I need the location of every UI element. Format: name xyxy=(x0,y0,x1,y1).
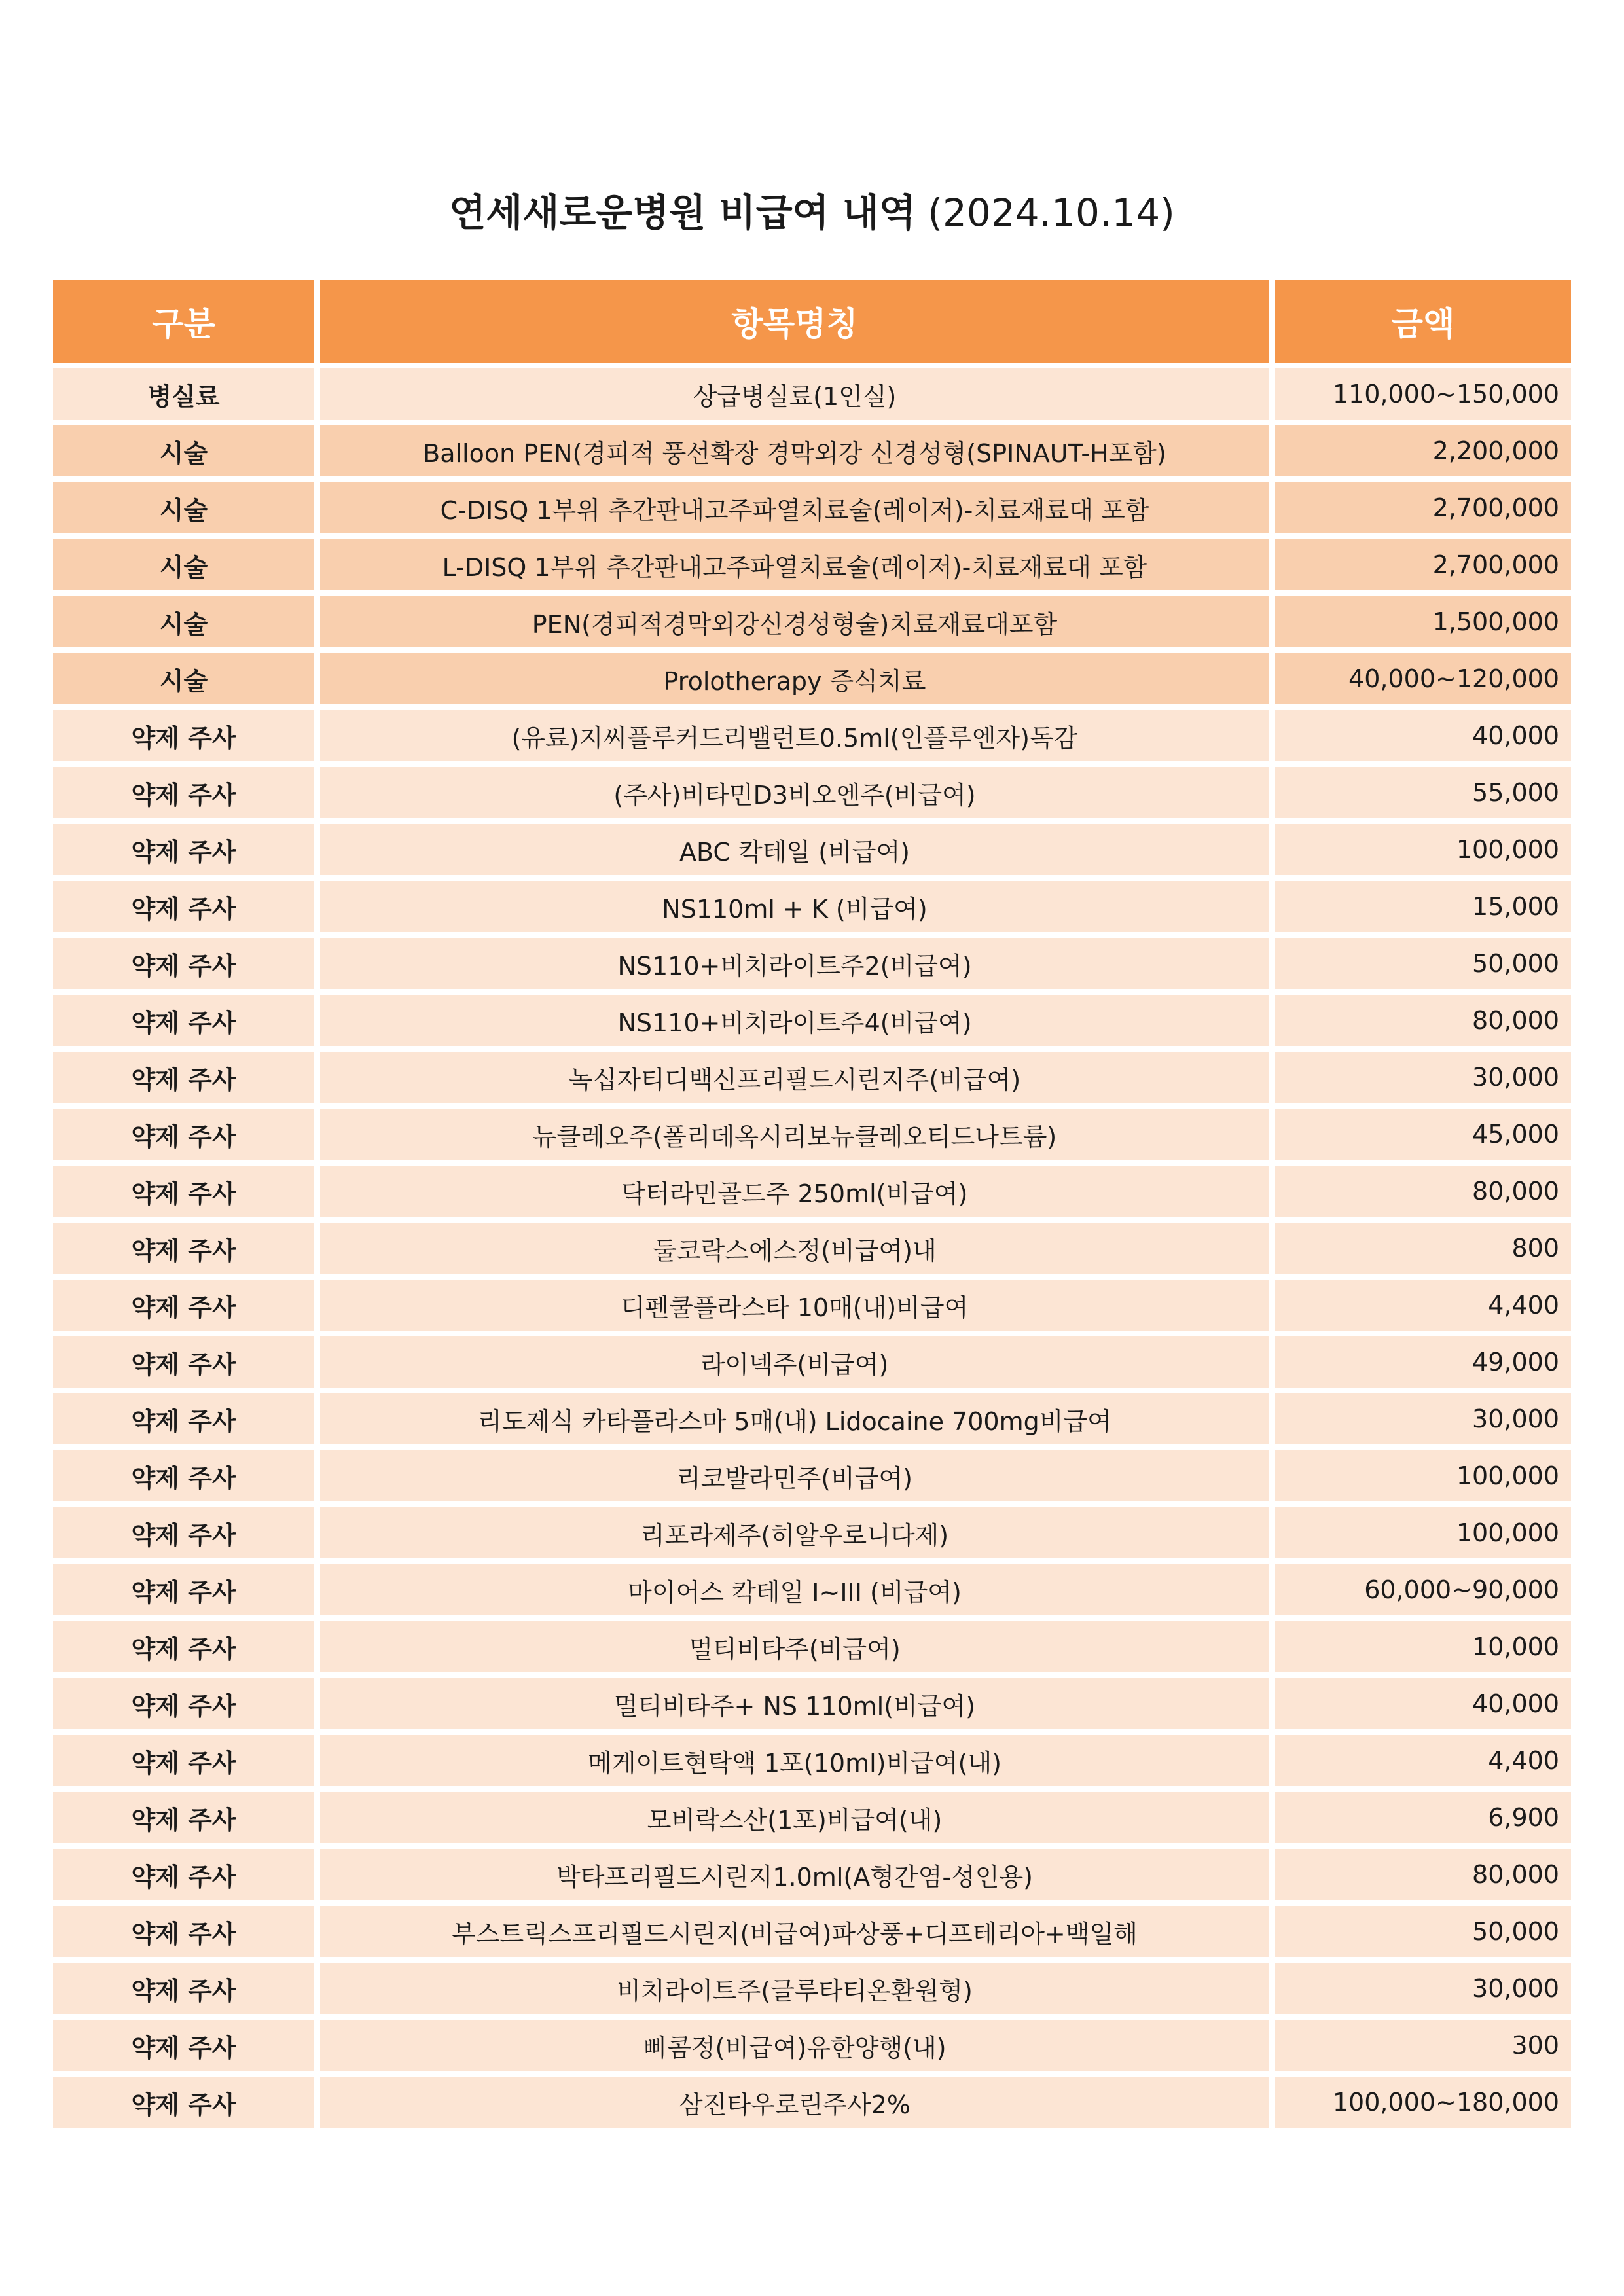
item-name-cell: (주사)비타민D3비오엔주(비급여) xyxy=(320,767,1269,818)
price-cell: 100,000 xyxy=(1275,1450,1571,1501)
table-row xyxy=(53,1052,1571,1103)
table-row xyxy=(53,1564,1571,1615)
price-cell: 30,000 xyxy=(1275,1963,1571,2014)
item-name-cell: 삐콤정(비급여)유한양행(내) xyxy=(320,2020,1269,2071)
price-cell: 10,000 xyxy=(1275,1621,1571,1672)
table-row xyxy=(53,539,1571,590)
price-cell: 1,500,000 xyxy=(1275,596,1571,647)
price-cell: 4,400 xyxy=(1275,1735,1571,1786)
price-cell: 40,000~120,000 xyxy=(1275,653,1571,704)
item-name-cell: 메게이트현탁액 1포(10ml)비급여(내) xyxy=(320,1735,1269,1786)
item-name-cell: Prolotherapy 증식치료 xyxy=(320,653,1269,704)
price-cell: 80,000 xyxy=(1275,995,1571,1046)
price-cell: 2,200,000 xyxy=(1275,425,1571,476)
price-cell: 49,000 xyxy=(1275,1336,1571,1388)
item-name-cell: NS110+비치라이트주2(비급여) xyxy=(320,938,1269,989)
table-row xyxy=(53,1678,1571,1729)
table-row xyxy=(53,1906,1571,1957)
table-row xyxy=(53,653,1571,704)
price-cell: 55,000 xyxy=(1275,767,1571,818)
item-name-cell: 비치라이트주(글루타티온환원형) xyxy=(320,1963,1269,2014)
table-row xyxy=(53,1393,1571,1444)
item-name-cell: 삼진타우로린주사2% xyxy=(320,2077,1269,2128)
category-cell: 약제 주사 xyxy=(53,1735,314,1786)
item-name-cell: 리도제식 카타플라스마 5매(내) Lidocaine 700mg비급여 xyxy=(320,1393,1269,1444)
category-cell: 약제 주사 xyxy=(53,1849,314,1900)
item-name-cell: 라이넥주(비급여) xyxy=(320,1336,1269,1388)
price-cell: 40,000 xyxy=(1275,710,1571,761)
category-cell: 약제 주사 xyxy=(53,1166,314,1217)
table-row xyxy=(53,2077,1571,2128)
item-name-cell: 상급병실료(1인실) xyxy=(320,368,1269,420)
price-cell: 80,000 xyxy=(1275,1166,1571,1217)
fee-table xyxy=(47,274,1577,2134)
table-row xyxy=(53,368,1571,420)
item-name-cell: 리포라제주(히알우로니다제) xyxy=(320,1507,1269,1558)
table-row xyxy=(53,995,1571,1046)
table-row xyxy=(53,1280,1571,1331)
header-item-name: 항목명칭 xyxy=(320,280,1269,363)
category-cell: 약제 주사 xyxy=(53,1507,314,1558)
category-cell: 약제 주사 xyxy=(53,1963,314,2014)
category-cell: 약제 주사 xyxy=(53,767,314,818)
item-name-cell: L-DISQ 1부위 추간판내고주파열치료술(레이저)-치료재료대 포함 xyxy=(320,539,1269,590)
table-row xyxy=(53,710,1571,761)
item-name-cell: 녹십자티디백신프리필드시린지주(비급여) xyxy=(320,1052,1269,1103)
category-cell: 약제 주사 xyxy=(53,824,314,875)
item-name-cell: 박타프리필드시린지1.0ml(A형간염-성인용) xyxy=(320,1849,1269,1900)
category-cell: 시술 xyxy=(53,482,314,533)
item-name-cell: 부스트릭스프리필드시린지(비급여)파상풍+디프테리아+백일해 xyxy=(320,1906,1269,1957)
price-cell: 6,900 xyxy=(1275,1792,1571,1843)
title-main: 연세새로운병원 비급여 내역 xyxy=(449,190,916,235)
price-cell: 30,000 xyxy=(1275,1052,1571,1103)
item-name-cell: 모비락스산(1포)비급여(내) xyxy=(320,1792,1269,1843)
item-name-cell: 디펜쿨플라스타 10매(내)비급여 xyxy=(320,1280,1269,1331)
price-cell: 30,000 xyxy=(1275,1393,1571,1444)
category-cell: 약제 주사 xyxy=(53,1678,314,1729)
table-row xyxy=(53,1450,1571,1501)
category-cell: 약제 주사 xyxy=(53,1052,314,1103)
category-cell: 약제 주사 xyxy=(53,1450,314,1501)
table-row xyxy=(53,482,1571,533)
category-cell: 병실료 xyxy=(53,368,314,420)
table-row xyxy=(53,881,1571,932)
category-cell: 약제 주사 xyxy=(53,1564,314,1615)
table-row xyxy=(53,1166,1571,1217)
table-row xyxy=(53,824,1571,875)
table-row xyxy=(53,2020,1571,2071)
price-cell: 110,000~150,000 xyxy=(1275,368,1571,420)
category-cell: 약제 주사 xyxy=(53,881,314,932)
price-cell: 50,000 xyxy=(1275,938,1571,989)
item-name-cell: 뉴클레오주(폴리데옥시리보뉴클레오티드나트륨) xyxy=(320,1109,1269,1160)
table-row xyxy=(53,425,1571,476)
category-cell: 시술 xyxy=(53,425,314,476)
price-cell: 50,000 xyxy=(1275,1906,1571,1957)
table-row xyxy=(53,1963,1571,2014)
price-cell: 2,700,000 xyxy=(1275,482,1571,533)
price-cell: 300 xyxy=(1275,2020,1571,2071)
category-cell: 시술 xyxy=(53,596,314,647)
page-title xyxy=(0,180,1624,245)
table-row xyxy=(53,1792,1571,1843)
price-cell: 100,000~180,000 xyxy=(1275,2077,1571,2128)
item-name-cell: NS110ml + K (비급여) xyxy=(320,881,1269,932)
item-name-cell: 마이어스 칵테일 I~III (비급여) xyxy=(320,1564,1269,1615)
table-row xyxy=(53,767,1571,818)
category-cell: 약제 주사 xyxy=(53,1223,314,1274)
item-name-cell: NS110+비치라이트주4(비급여) xyxy=(320,995,1269,1046)
table-row xyxy=(53,1849,1571,1900)
table-body xyxy=(53,368,1571,2128)
table-row xyxy=(53,596,1571,647)
item-name-cell: 멀티비타주(비급여) xyxy=(320,1621,1269,1672)
item-name-cell: (유료)지씨플루커드리밸런트0.5ml(인플루엔자)독감 xyxy=(320,710,1269,761)
category-cell: 약제 주사 xyxy=(53,1906,314,1957)
category-cell: 시술 xyxy=(53,539,314,590)
category-cell: 약제 주사 xyxy=(53,1280,314,1331)
table-row xyxy=(53,1223,1571,1274)
price-cell: 800 xyxy=(1275,1223,1571,1274)
item-name-cell: Balloon PEN(경피적 풍선확장 경막외강 신경성형(SPINAUT-H포함) xyxy=(320,425,1269,476)
price-cell: 45,000 xyxy=(1275,1109,1571,1160)
category-cell: 약제 주사 xyxy=(53,2077,314,2128)
item-name-cell: 리코발라민주(비급여) xyxy=(320,1450,1269,1501)
item-name-cell: ABC 칵테일 (비급여) xyxy=(320,824,1269,875)
header-price: 금액 xyxy=(1275,280,1571,363)
category-cell: 약제 주사 xyxy=(53,1109,314,1160)
table-row xyxy=(53,1621,1571,1672)
category-cell: 약제 주사 xyxy=(53,710,314,761)
table-row xyxy=(53,1109,1571,1160)
price-cell: 40,000 xyxy=(1275,1678,1571,1729)
category-cell: 약제 주사 xyxy=(53,938,314,989)
category-cell: 시술 xyxy=(53,653,314,704)
price-cell: 60,000~90,000 xyxy=(1275,1564,1571,1615)
header-category: 구분 xyxy=(53,280,314,363)
item-name-cell: 멀티비타주+ NS 110ml(비급여) xyxy=(320,1678,1269,1729)
category-cell: 약제 주사 xyxy=(53,2020,314,2071)
item-name-cell: 닥터라민골드주 250ml(비급여) xyxy=(320,1166,1269,1217)
category-cell: 약제 주사 xyxy=(53,1792,314,1843)
table-row xyxy=(53,1507,1571,1558)
table-header-row xyxy=(53,280,1571,363)
price-cell: 2,700,000 xyxy=(1275,539,1571,590)
table-row xyxy=(53,1336,1571,1388)
table-row xyxy=(53,1735,1571,1786)
table-row xyxy=(53,938,1571,989)
item-name-cell: 둘코락스에스정(비급여)내 xyxy=(320,1223,1269,1274)
item-name-cell: C-DISQ 1부위 추간판내고주파열치료술(레이저)-치료재료대 포함 xyxy=(320,482,1269,533)
price-cell: 15,000 xyxy=(1275,881,1571,932)
category-cell: 약제 주사 xyxy=(53,1393,314,1444)
category-cell: 약제 주사 xyxy=(53,1336,314,1388)
item-name-cell: PEN(경피적경막외강신경성형술)치료재료대포함 xyxy=(320,596,1269,647)
title-date: (2024.10.14) xyxy=(928,190,1175,235)
category-cell: 약제 주사 xyxy=(53,1621,314,1672)
price-cell: 4,400 xyxy=(1275,1280,1571,1331)
category-cell: 약제 주사 xyxy=(53,995,314,1046)
price-cell: 100,000 xyxy=(1275,824,1571,875)
price-cell: 80,000 xyxy=(1275,1849,1571,1900)
price-cell: 100,000 xyxy=(1275,1507,1571,1558)
